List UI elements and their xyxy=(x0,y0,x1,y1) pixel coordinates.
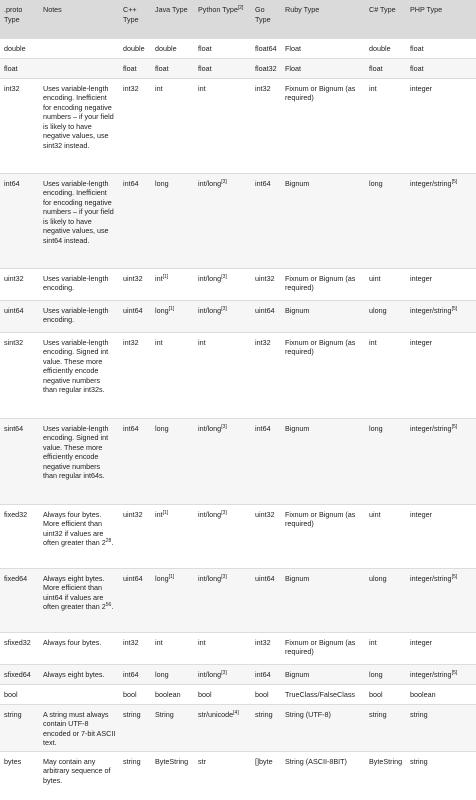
table-row xyxy=(0,504,476,568)
cell-php-type: string xyxy=(406,751,476,788)
cell-python-type: float xyxy=(194,38,251,58)
cell-python-type: int xyxy=(194,78,251,173)
cell-csharp-type: ulong xyxy=(365,300,406,332)
cell-go-type: uint64 xyxy=(251,300,281,332)
header-csharp-type: C# Type xyxy=(369,5,396,14)
cell-php-type: integer xyxy=(406,78,476,173)
cell-notes: May contain any arbitrary sequence of bytes. xyxy=(39,751,119,788)
cell-cpp-type: uint32 xyxy=(119,504,151,568)
cell-ruby-type: Float xyxy=(281,58,365,78)
header-row xyxy=(0,0,476,38)
cell-php-type: string xyxy=(406,704,476,751)
table-row xyxy=(0,704,476,751)
cell-java-type: int[1] xyxy=(151,268,194,300)
cell-python-type: int/long[3] xyxy=(194,418,251,504)
cell-csharp-type: uint xyxy=(365,268,406,300)
cell-php-type: float xyxy=(406,38,476,58)
header-ruby-type: Ruby Type xyxy=(285,5,320,14)
cell-notes xyxy=(39,58,119,78)
cell-go-type: float64 xyxy=(251,38,281,58)
cell-java-type: long[1] xyxy=(151,568,194,632)
cell-csharp-type: long xyxy=(365,418,406,504)
header-proto-type: .proto Type xyxy=(4,5,23,24)
table-row xyxy=(0,300,476,332)
cell-go-type: int32 xyxy=(251,332,281,418)
cell-java-type: double xyxy=(151,38,194,58)
cell-java-type: long xyxy=(151,664,194,684)
cell-python-type: int xyxy=(194,332,251,418)
cell-go-type: bool xyxy=(251,684,281,704)
cell-ruby-type: TrueClass/FalseClass xyxy=(281,684,365,704)
cell-proto-type: sfixed32 xyxy=(0,632,39,664)
table-row xyxy=(0,332,476,418)
cell-go-type: string xyxy=(251,704,281,751)
cell-notes: Uses variable-length encoding. Signed int value. These more efficiently encode negative numbers than regular int64s. xyxy=(39,418,119,504)
cell-python-type: int/long[3] xyxy=(194,300,251,332)
cell-python-type: int/long[3] xyxy=(194,568,251,632)
cell-csharp-type: string xyxy=(365,704,406,751)
cell-notes: Uses variable-length encoding. xyxy=(39,268,119,300)
cell-go-type: int32 xyxy=(251,78,281,173)
cell-ruby-type: Fixnum or Bignum (as required) xyxy=(281,78,365,173)
cell-ruby-type: String (UTF-8) xyxy=(281,704,365,751)
cell-python-type: int/long[3] xyxy=(194,173,251,268)
header-cpp-type: C++ Type xyxy=(123,5,139,24)
cell-python-type: int/long[3] xyxy=(194,664,251,684)
cell-go-type: uint32 xyxy=(251,268,281,300)
cell-python-type: float xyxy=(194,58,251,78)
cell-notes: Uses variable-length encoding. xyxy=(39,300,119,332)
cell-ruby-type: Fixnum or Bignum (as required) xyxy=(281,268,365,300)
cell-cpp-type: float xyxy=(119,58,151,78)
cell-notes: A string must always contain UTF-8 encoded or 7-bit ASCII text. xyxy=(39,704,119,751)
cell-java-type: float xyxy=(151,58,194,78)
table-row xyxy=(0,751,476,788)
cell-java-type: ByteString xyxy=(151,751,194,788)
cell-java-type: int xyxy=(151,78,194,173)
cell-go-type: []byte xyxy=(251,751,281,788)
cell-ruby-type: String (ASCII-8BIT) xyxy=(281,751,365,788)
cell-java-type: String xyxy=(151,704,194,751)
cell-proto-type: string xyxy=(0,704,39,751)
cell-php-type: integer/string[5] xyxy=(406,418,476,504)
cell-csharp-type: ByteString xyxy=(365,751,406,788)
cell-ruby-type: Bignum xyxy=(281,300,365,332)
cell-notes: Uses variable-length encoding. Inefficient for encoding negative numbers – if your field is likely to have negative values, use sint64 instead. xyxy=(39,173,119,268)
table-row xyxy=(0,418,476,504)
table-row xyxy=(0,78,476,173)
cell-python-type: bool xyxy=(194,684,251,704)
table-header xyxy=(0,0,476,38)
cell-csharp-type: int xyxy=(365,332,406,418)
cell-notes: Always four bytes. xyxy=(39,632,119,664)
cell-proto-type: fixed32 xyxy=(0,504,39,568)
cell-csharp-type: int xyxy=(365,78,406,173)
header-java-type: Java Type xyxy=(155,5,188,14)
cell-php-type: integer xyxy=(406,504,476,568)
cell-php-type: float xyxy=(406,58,476,78)
cell-go-type: int64 xyxy=(251,173,281,268)
cell-csharp-type: double xyxy=(365,38,406,58)
cell-cpp-type: uint64 xyxy=(119,568,151,632)
cell-python-type: int/long[3] xyxy=(194,268,251,300)
cell-notes: Uses variable-length encoding. Signed int value. These more efficiently encode negative numbers than regular int32s. xyxy=(39,332,119,418)
cell-ruby-type: Fixnum or Bignum (as required) xyxy=(281,332,365,418)
cell-ruby-type: Fixnum or Bignum (as required) xyxy=(281,504,365,568)
cell-proto-type: int32 xyxy=(0,78,39,173)
cell-proto-type: sint32 xyxy=(0,332,39,418)
cell-proto-type: sfixed64 xyxy=(0,664,39,684)
cell-java-type: boolean xyxy=(151,684,194,704)
cell-notes xyxy=(39,38,119,58)
cell-go-type: int32 xyxy=(251,632,281,664)
cell-go-type: uint64 xyxy=(251,568,281,632)
header-go-type: Go Type xyxy=(255,5,271,24)
cell-ruby-type: Bignum xyxy=(281,568,365,632)
cell-go-type: int64 xyxy=(251,418,281,504)
cell-cpp-type: int64 xyxy=(119,173,151,268)
cell-java-type: long xyxy=(151,418,194,504)
cell-go-type: uint32 xyxy=(251,504,281,568)
table-row xyxy=(0,58,476,78)
cell-proto-type: int64 xyxy=(0,173,39,268)
cell-csharp-type: ulong xyxy=(365,568,406,632)
header-python-type: Python Type[2] xyxy=(198,5,244,14)
cell-csharp-type: int xyxy=(365,632,406,664)
cell-php-type: integer/string[5] xyxy=(406,664,476,684)
cell-go-type: float32 xyxy=(251,58,281,78)
table-row xyxy=(0,268,476,300)
cell-php-type: boolean xyxy=(406,684,476,704)
cell-ruby-type: Bignum xyxy=(281,664,365,684)
cell-cpp-type: double xyxy=(119,38,151,58)
cell-notes: Always eight bytes. More efficient than uint64 if values are often greater than $2^{56}$. xyxy=(39,568,119,632)
cell-proto-type: uint64 xyxy=(0,300,39,332)
cell-cpp-type: uint32 xyxy=(119,268,151,300)
cell-php-type: integer xyxy=(406,268,476,300)
cell-java-type: long xyxy=(151,173,194,268)
table-row xyxy=(0,38,476,58)
cell-cpp-type: int32 xyxy=(119,632,151,664)
cell-python-type: str/unicode[4] xyxy=(194,704,251,751)
table-row xyxy=(0,568,476,632)
cell-java-type: int xyxy=(151,632,194,664)
cell-cpp-type: int64 xyxy=(119,418,151,504)
cell-cpp-type: int64 xyxy=(119,664,151,684)
cell-csharp-type: uint xyxy=(365,504,406,568)
cell-csharp-type: float xyxy=(365,58,406,78)
cell-php-type: integer xyxy=(406,332,476,418)
cell-go-type: int64 xyxy=(251,664,281,684)
cell-csharp-type: long xyxy=(365,173,406,268)
cell-notes: Uses variable-length encoding. Inefficient for encoding negative numbers – if your field is likely to have negative values, use sint32 instead. xyxy=(39,78,119,173)
table-row xyxy=(0,632,476,664)
cell-notes: Always four bytes. More efficient than uint32 if values are often greater than $2^{28}$. xyxy=(39,504,119,568)
cell-notes xyxy=(39,684,119,704)
cell-notes: Always eight bytes. xyxy=(39,664,119,684)
cell-php-type: integer/string[5] xyxy=(406,568,476,632)
table-row xyxy=(0,173,476,268)
cell-php-type: integer/string[5] xyxy=(406,173,476,268)
cell-php-type: integer/string[5] xyxy=(406,300,476,332)
cell-proto-type: fixed64 xyxy=(0,568,39,632)
cell-csharp-type: long xyxy=(365,664,406,684)
cell-csharp-type: bool xyxy=(365,684,406,704)
cell-cpp-type: string xyxy=(119,751,151,788)
cell-cpp-type: int32 xyxy=(119,332,151,418)
cell-cpp-type: int32 xyxy=(119,78,151,173)
cell-proto-type: sint64 xyxy=(0,418,39,504)
table-row xyxy=(0,684,476,704)
cell-python-type: int/long[3] xyxy=(194,504,251,568)
header-php-type: PHP Type xyxy=(410,5,443,14)
cell-python-type: int xyxy=(194,632,251,664)
cell-proto-type: bool xyxy=(0,684,39,704)
cell-proto-type: double xyxy=(0,38,39,58)
cell-java-type: int xyxy=(151,332,194,418)
cell-java-type: int[1] xyxy=(151,504,194,568)
table-row xyxy=(0,664,476,684)
cell-proto-type: bytes xyxy=(0,751,39,788)
cell-java-type: long[1] xyxy=(151,300,194,332)
cell-ruby-type: Bignum xyxy=(281,418,365,504)
cell-cpp-type: uint64 xyxy=(119,300,151,332)
cell-php-type: integer xyxy=(406,632,476,664)
cell-ruby-type: Bignum xyxy=(281,173,365,268)
cell-proto-type: float xyxy=(0,58,39,78)
table-body xyxy=(0,38,476,788)
cell-proto-type: uint32 xyxy=(0,268,39,300)
cell-ruby-type: Fixnum or Bignum (as required) xyxy=(281,632,365,664)
cell-python-type: str xyxy=(194,751,251,788)
header-notes: Notes xyxy=(43,5,62,14)
cell-cpp-type: string xyxy=(119,704,151,751)
cell-ruby-type: Float xyxy=(281,38,365,58)
cell-cpp-type: bool xyxy=(119,684,151,704)
